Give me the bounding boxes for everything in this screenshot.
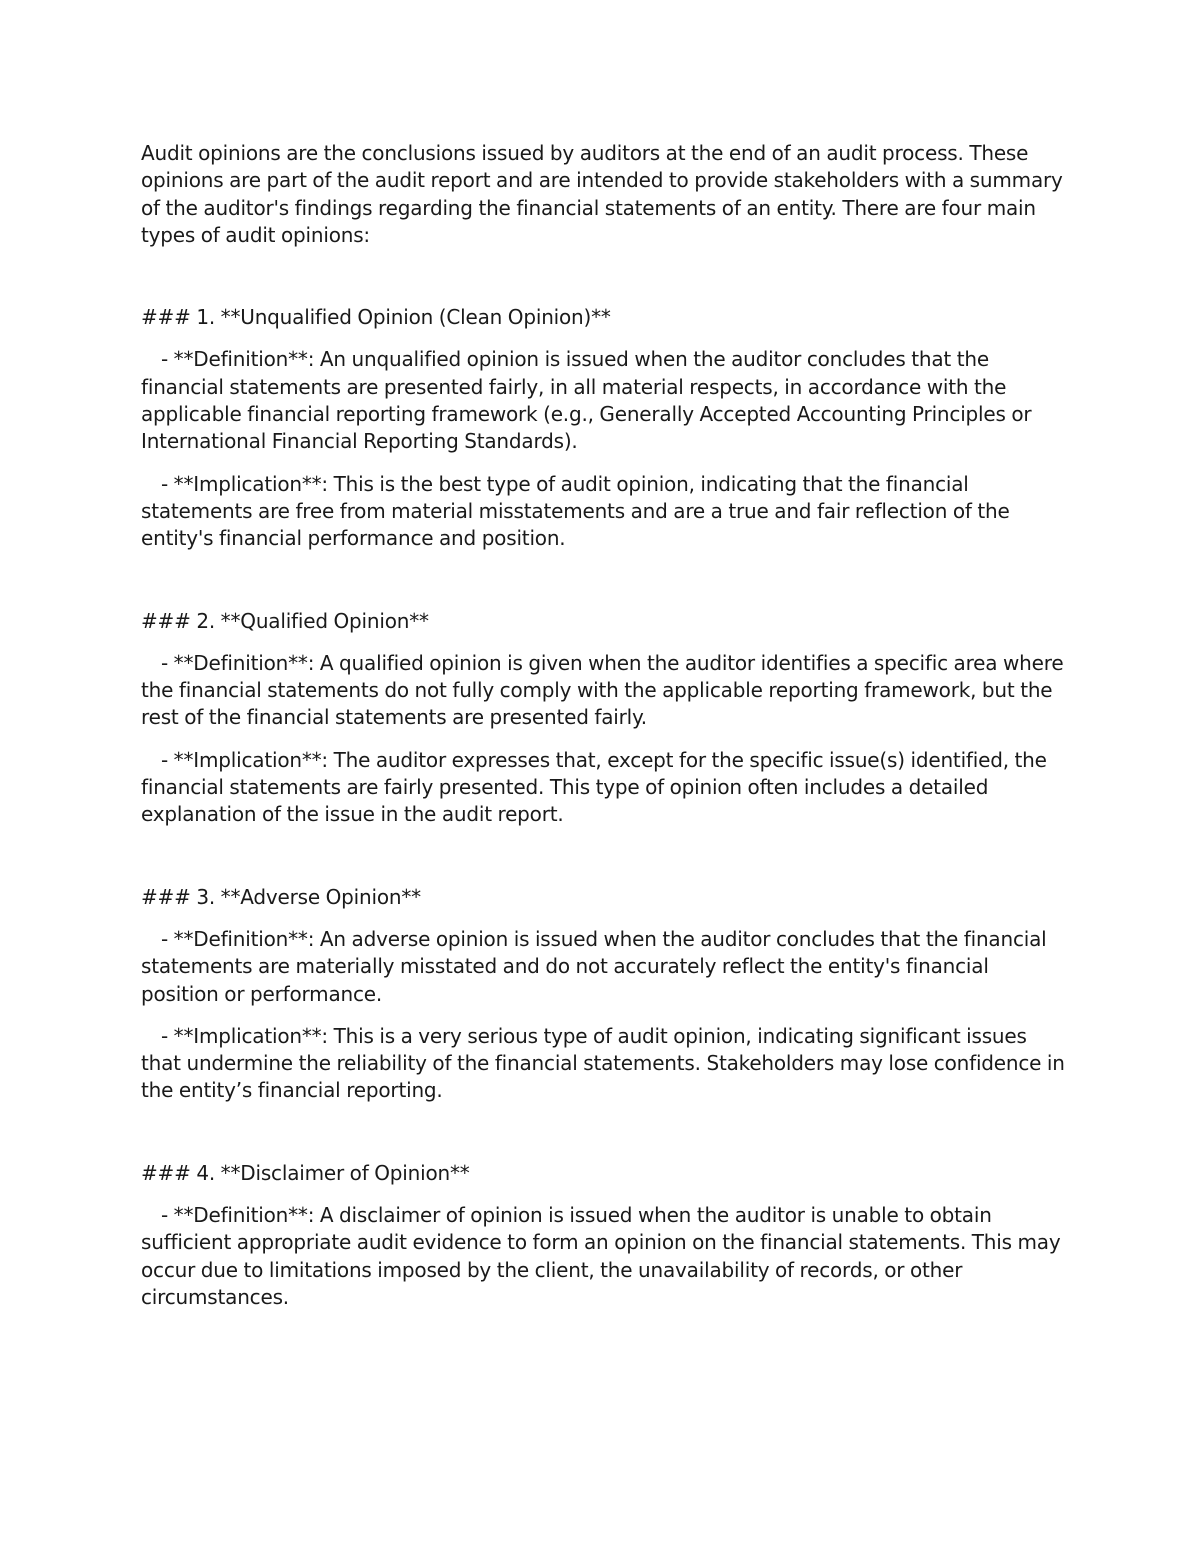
- section-heading: ### 2. **Qualified Opinion**: [141, 608, 429, 633]
- definition-paragraph: - **Definition**: A qualified opinion is given when the auditor identifies a specific area where the financial statements do not fully comply with the applicable reporting framework, but the rest of the financial statements are presented fairly.: [141, 650, 1064, 730]
- section-heading: ### 1. **Unqualified Opinion (Clean Opinion)**: [141, 305, 611, 330]
- definition-paragraph: - **Definition**: An adverse opinion is issued when the auditor concludes that the financial statements are materially misstated and do not accurately reflect the entity's financial position or performance.: [141, 926, 1047, 1006]
- section-heading: ### 3. **Adverse Opinion**: [141, 884, 421, 909]
- implication-paragraph: - **Implication**: The auditor expresses that, except for the specific issue(s) identified, the financial statements are fairly presented. This type of opinion often includes a detailed explanation of the issue in the audit report.: [141, 747, 1047, 827]
- section-heading: ### 4. **Disclaimer of Opinion**: [141, 1160, 470, 1185]
- definition-paragraph: - **Definition**: An unqualified opinion is issued when the auditor concludes that the financial statements are presented fairly, in all material respects, in accordance with the applicable financial reporting framework (e.g., Generally Accepted Accounting Principles or International Financial Reporting Standards).: [141, 347, 1032, 454]
- implication-paragraph: - **Implication**: This is the best type of audit opinion, indicating that the financial statements are free from material misstatements and are a true and fair reflection of the entity's financial performance and position.: [141, 471, 1010, 551]
- document-page: [141, 140, 1066, 1326]
- section-adverse-opinion: [141, 884, 1066, 1105]
- section-disclaimer-of-opinion: [141, 1160, 1066, 1311]
- implication-paragraph: - **Implication**: This is a very serious type of audit opinion, indicating significant issues that undermine the reliability of the financial statements. Stakeholders may lose confidence in the entity’s financial reporting.: [141, 1023, 1065, 1103]
- definition-paragraph: - **Definition**: A disclaimer of opinion is issued when the auditor is unable to obtain sufficient appropriate audit evidence to form an opinion on the financial statements. This may occur due to limitations imposed by the client, the unavailability of records, or other circumstances.: [141, 1203, 1061, 1309]
- section-unqualified-opinion: [141, 304, 1066, 552]
- intro-paragraph: Audit opinions are the conclusions issued by auditors at the end of an audit process. These opinions are part of the audit report and are intended to provide stakeholders with a summary of the auditor's findings regarding the financial statements of an entity. There are four main types of audit opinions:: [141, 141, 1063, 247]
- section-qualified-opinion: [141, 608, 1066, 829]
